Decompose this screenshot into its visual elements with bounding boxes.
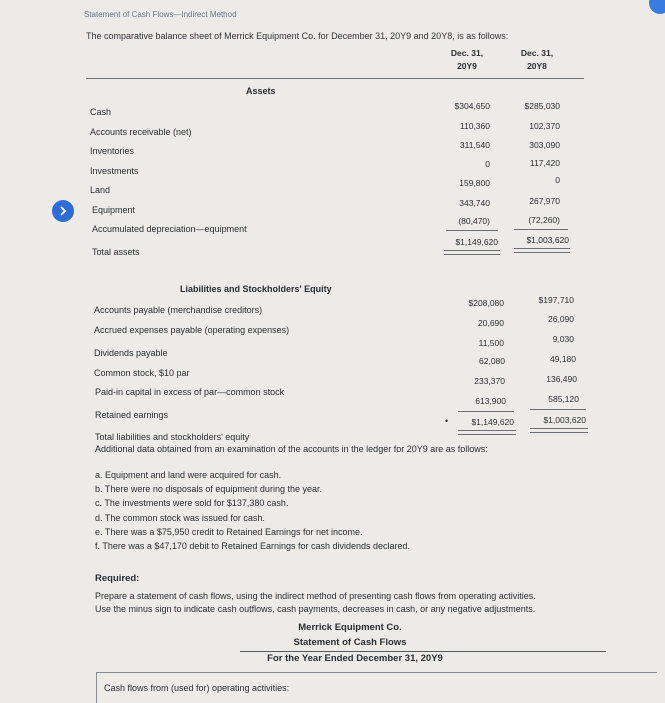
header-rule xyxy=(86,78,584,79)
statement-rule xyxy=(240,651,606,652)
asset-label-equipment: Equipment xyxy=(92,205,136,215)
asset-value-cash-20y8: $285,030 xyxy=(524,101,560,111)
asset-subtotal-rule-20y9 xyxy=(446,230,498,231)
liab-label-paid-in-capital: Paid-in capital in excess of par—common stock xyxy=(95,387,285,397)
asset-label-land: Land xyxy=(90,185,111,195)
statement-company: Merrick Equipment Co. xyxy=(298,622,402,633)
liab-label-total: Total liabilities and stockholders' equity xyxy=(95,432,250,442)
liab-label-common-stock: Common stock, $10 par xyxy=(94,368,190,378)
asset-value-inventories-20y9: 311,540 xyxy=(459,140,490,150)
statement-period: For the Year Ended December 31, 20Y9 xyxy=(267,653,443,664)
additional-item-b: b. There were no disposals of equipment during the year. xyxy=(95,484,322,494)
additional-item-d: d. The common stock was issued for cash. xyxy=(95,513,265,523)
liab-value-total-20y9: $1,149,620 xyxy=(471,417,514,427)
asset-label-accum-depreciation: Accumulated depreciation—equipment xyxy=(92,224,247,234)
liab-value-common-stock-20y8: 49,180 xyxy=(550,354,576,364)
liab-label-dividends-payable: Dividends payable xyxy=(94,348,168,358)
asset-value-accum-depreciation-20y9: (80,470) xyxy=(458,216,490,226)
asset-value-total-20y9: $1,149,620 xyxy=(455,237,498,247)
liab-value-paid-in-capital-20y9: 233,370 xyxy=(474,376,505,386)
asset-label-inventories: Inventories xyxy=(90,146,135,156)
column-header-20y8 xyxy=(508,47,566,73)
liab-value-dividends-payable-20y8: 9,030 xyxy=(552,334,574,344)
liab-subtotal-rule-20y9 xyxy=(458,411,514,412)
additional-item-a: a. Equipment and land were acquired for cash. xyxy=(95,470,282,480)
required-label: Required: xyxy=(95,573,140,584)
liab-value-accounts-payable-20y9: $208,080 xyxy=(468,298,504,308)
additional-item-e: e. There was a $75,950 credit to Retained Earnings for net income. xyxy=(95,527,363,537)
top-right-indicator xyxy=(649,0,665,14)
liab-value-paid-in-capital-20y8: 136,490 xyxy=(546,374,577,384)
breadcrumb: Statement of Cash Flows—Indirect Method xyxy=(84,10,237,19)
asset-label-receivables: Accounts receivable (net) xyxy=(90,127,192,137)
liab-label-accounts-payable: Accounts payable (merchandise creditors) xyxy=(94,305,263,315)
additional-item-c: c. The investments were sold for $137,380 cash. xyxy=(95,498,289,508)
liab-value-retained-earnings-20y8: 585,120 xyxy=(548,394,579,404)
asset-value-land-20y9: 159,800 xyxy=(459,178,490,188)
additional-item-f: f. There was a $47,170 debit to Retained Earnings for cash dividends declared. xyxy=(95,541,411,551)
asset-label-total: Total assets xyxy=(92,247,140,257)
asset-value-inventories-20y8: 303,090 xyxy=(529,140,560,150)
liab-value-retained-earnings-20y9: 613,900 xyxy=(475,396,506,406)
asset-value-receivables-20y9: 110,360 xyxy=(459,121,490,131)
liab-value-accrued-expenses-20y8: 26,090 xyxy=(548,314,574,324)
operating-activities-row: Cash flows from (used for) operating activities: xyxy=(104,683,290,693)
liab-value-common-stock-20y9: 62,080 xyxy=(479,356,505,366)
column-header-20y8-line1: Dec. 31, xyxy=(520,48,554,58)
asset-value-investments-20y8: 117,420 xyxy=(529,158,560,168)
asset-value-total-20y8: $1,003,620 xyxy=(526,235,569,245)
liab-subtotal-rule-20y8 xyxy=(530,409,586,410)
liab-label-retained-earnings: Retained earnings xyxy=(95,410,169,420)
liabilities-heading: Liabilities and Stockholders' Equity xyxy=(180,284,332,294)
statement-title: Statement of Cash Flows xyxy=(293,637,407,648)
required-line-1: Prepare a statement of cash flows, using the indirect method of presenting cash flows from operating activities. xyxy=(95,591,536,601)
asset-value-equipment-20y9: 343,740 xyxy=(459,198,490,208)
additional-data-intro: Additional data obtained from an examination of the accounts in the ledger for 20Y9 are as follows: xyxy=(95,444,488,454)
column-header-20y9 xyxy=(438,47,496,73)
column-header-20y9-line1: Dec. 31, xyxy=(450,48,484,58)
required-line-2: Use the minus sign to indicate cash outflows, cash payments, decreases in cash, or any negative adjustments. xyxy=(95,604,536,614)
column-header-20y8-line2: 20Y8 xyxy=(527,61,547,71)
asset-value-equipment-20y8: 267,970 xyxy=(529,196,560,206)
liab-total-double-rule-20y9 xyxy=(458,430,516,435)
chevron-right-icon[interactable] xyxy=(52,200,74,222)
asset-value-accum-depreciation-20y8: (72,260) xyxy=(528,215,560,225)
asset-value-receivables-20y8: 102,370 xyxy=(529,121,560,131)
asset-value-cash-20y9: $304,650 xyxy=(454,101,490,111)
assets-heading: Assets xyxy=(246,86,276,96)
liab-value-dividends-payable-20y9: 11,500 xyxy=(478,338,504,348)
asset-subtotal-rule-20y8 xyxy=(514,229,568,230)
liab-value-accounts-payable-20y8: $197,710 xyxy=(538,295,574,305)
asset-value-investments-20y9: 0 xyxy=(485,159,490,169)
bullet-dot: • xyxy=(445,416,449,426)
liab-value-accrued-expenses-20y9: 20,690 xyxy=(478,318,504,328)
asset-value-land-20y8: 0 xyxy=(555,175,560,185)
asset-label-cash: Cash xyxy=(90,107,112,117)
liab-value-total-20y8: $1,003,620 xyxy=(543,415,586,425)
liab-total-double-rule-20y8 xyxy=(530,428,588,433)
asset-label-investments: Investments xyxy=(90,166,139,176)
asset-total-double-rule-20y9 xyxy=(444,250,500,255)
asset-total-double-rule-20y8 xyxy=(514,248,570,253)
problem-intro: The comparative balance sheet of Merrick Equipment Co. for December 31, 20Y9 and 20Y8, is as follows: xyxy=(86,31,509,41)
column-header-20y9-line2: 20Y9 xyxy=(457,61,477,71)
liab-label-accrued-expenses: Accrued expenses payable (operating expenses) xyxy=(94,325,290,335)
